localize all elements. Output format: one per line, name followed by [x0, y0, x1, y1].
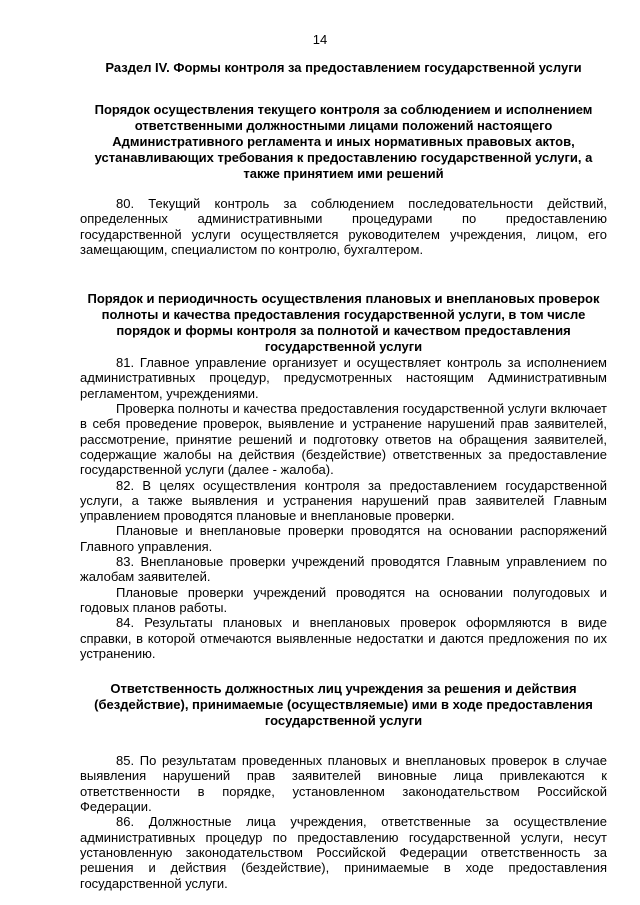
paragraph-85: 85. По результатам проведенных плановых и внеплановых проверок в случае выявления нарушений прав заявителей виновные лица привлекаются к ответственности в порядке, установленном законодательством Российской Федерации.	[80, 753, 607, 815]
subsection-title-responsibility: Ответственность должностных лиц учреждения за решения и действия (бездействие), принимаемые (осуществляемые) ими в ходе предоставления государственной услуги	[94, 681, 593, 729]
paragraph-83-continued: Плановые проверки учреждений проводятся на основании полугодовых и годовых планов работы.	[80, 584, 607, 615]
paragraph-81: 81. Главное управление организует и осуществляет контроль за исполнением административных процедур, предусмотренных настоящим Административным регламентом, учреждениями.	[80, 355, 607, 401]
subsection-title-inspections: Порядок и периодичность осуществления плановых и внеплановых проверок полноты и качества предоставления государственной услуги, в том числе порядок и формы контроля за полнотой и качеством предоставления государственной услуги	[87, 291, 600, 355]
paragraph-84: 84. Результаты плановых и внеплановых проверок оформляются в виде справки, в которой отмечаются выявленные недостатки и даются предложения по их устранению.	[80, 615, 607, 661]
paragraph-83: 83. Внеплановые проверки учреждений проводятся Главным управлением по жалобам заявителей.	[80, 554, 607, 585]
paragraph-82: 82. В целях осуществления контроля за предоставлением государственной услуги, а также выявления и устранения нарушений прав заявителей Главным управлением проводятся плановые и внеплановые проверки.	[80, 477, 607, 524]
paragraph-82-continued: Плановые и внеплановые проверки проводятся на основании распоряжений Главного управления.	[80, 523, 607, 554]
paragraph-86: 86. Должностные лица учреждения, ответственные за осуществление административных процедур по предоставлению государственной услуги, несут установленную законодательством Российской Федерации ответственность за решения и действия (бездействие), принимаемые в ходе предоставления государственной услуги.	[80, 814, 607, 891]
subsection-title-current-control: Порядок осуществления текущего контроля за соблюдением и исполнением ответственными должностными лицами положений настоящего Административного регламента и иных нормативных правовых актов, устанавливающих требования к предоставлению государственной услуги, а также принятием ими решений	[94, 102, 593, 181]
paragraph-80: 80. Текущий контроль за соблюдением последовательности действий, определенных административными процедурами по предоставлению государственной услуги осуществляется руководителем учреждения, лицом, его замещающим, специалистом по контролю, бухгалтером.	[80, 196, 607, 257]
page-number: 14	[312, 32, 328, 47]
section-title: Раздел IV. Формы контроля за предоставлением государственной услуги	[105, 60, 582, 75]
paragraph-81-continued: Проверка полноты и качества предоставления государственной услуги включает в себя проведение проверок, выявление и устранение нарушений прав заявителей, рассмотрение, принятие решений и подготовку ответов на обращения заявителей, содержащие жалобы на действия (бездействие) ответственных за предоставление государственной услуги (далее - жалоба).	[80, 401, 607, 478]
